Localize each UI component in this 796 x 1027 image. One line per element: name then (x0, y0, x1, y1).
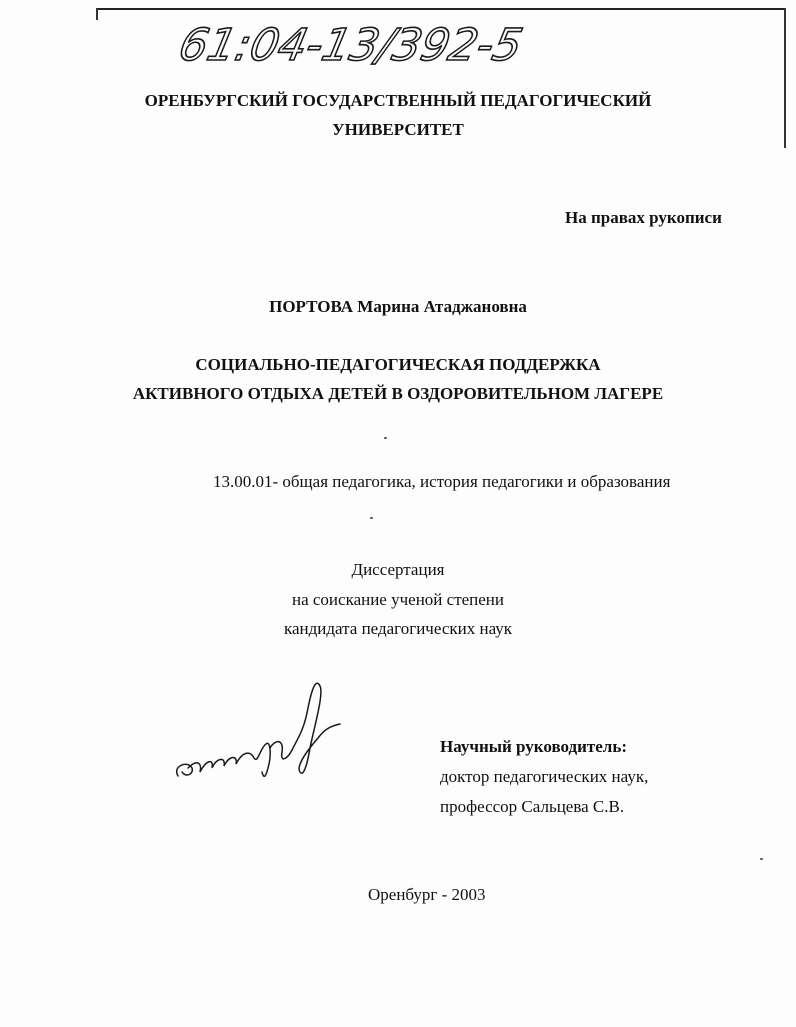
dissertation-label: Диссертация (351, 560, 445, 579)
author-given-names: Марина Атаджановна (357, 297, 527, 316)
author-name (0, 297, 796, 317)
scan-left-edge (96, 8, 98, 20)
university-name-line1: ОРЕНБУРГСКИЙ ГОСУДАРСТВЕННЫЙ ПЕДАГОГИЧЕСКИЙ (144, 91, 652, 110)
place-year: Оренбург - 2003 (368, 885, 486, 904)
specialty-code: 13.00.01- общая педагогика, история педагогики и образования (213, 472, 671, 491)
svg-text:61:04-13/392-5: 61:04-13/392-5 (174, 20, 527, 71)
supervisor-name: профессор Сальцева С.В. (440, 797, 625, 816)
supervisor-heading: Научный руководитель: (440, 737, 627, 756)
scan-speck (760, 858, 763, 860)
dissertation-title-line1: СОЦИАЛЬНО-ПЕДАГОГИЧЕСКАЯ ПОДДЕРЖКА (195, 355, 601, 374)
supervisor-degree: доктор педагогических наук, (440, 767, 649, 786)
scan-speck (370, 517, 373, 519)
handwritten-archive-code (170, 8, 590, 78)
author-signature (168, 668, 348, 788)
scan-speck (384, 437, 387, 439)
degree-field-line: кандидата педагогических наук (283, 619, 513, 638)
university-name-line2: УНИВЕРСИТЕТ (332, 120, 464, 139)
manuscript-rights-label: На правах рукописи (565, 208, 722, 227)
author-surname: ПОРТОВА (269, 297, 354, 316)
degree-line: на соискание ученой степени (291, 590, 505, 609)
dissertation-title-line2: АКТИВНОГО ОТДЫХА ДЕТЕЙ В ОЗДОРОВИТЕЛЬНОМ ЛАГЕРЕ (132, 384, 664, 403)
